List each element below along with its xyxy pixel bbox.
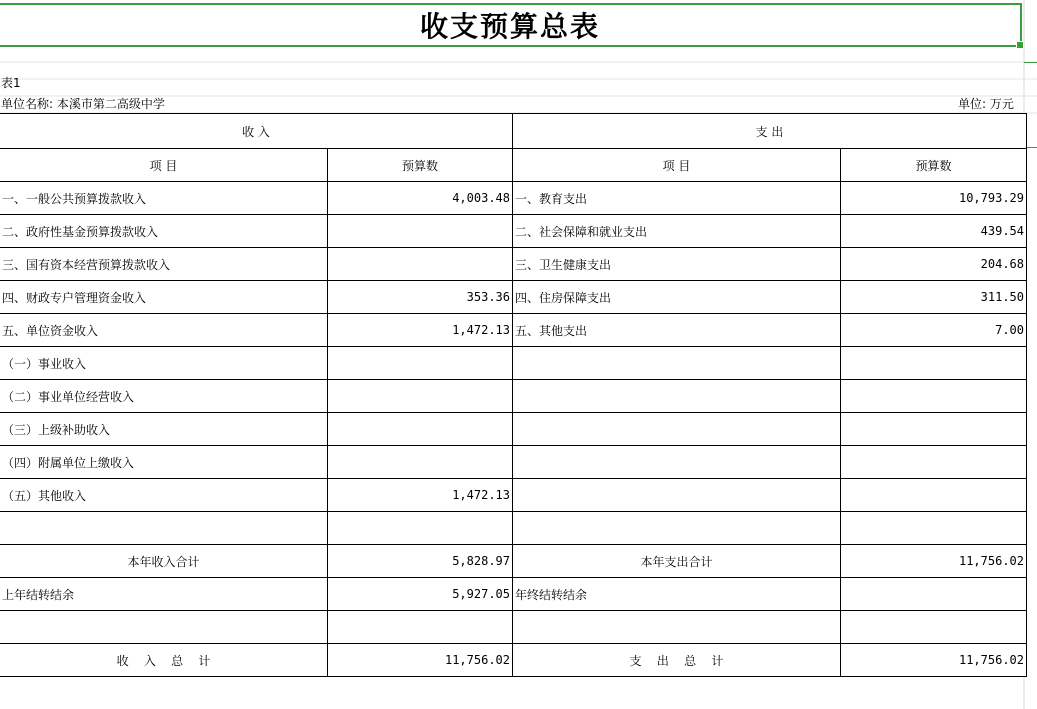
expense-item-cell[interactable]: 三、卫生健康支出	[513, 248, 841, 281]
expense-item-cell[interactable]: 二、社会保障和就业支出	[513, 215, 841, 248]
expense-value-cell[interactable]	[841, 380, 1027, 413]
expense-value-cell[interactable]	[841, 512, 1027, 545]
carryover-in-value[interactable]: 5,927.05	[328, 578, 513, 611]
expense-grand-total-label[interactable]: 支 出 总 计	[513, 644, 841, 677]
carryover-in-label[interactable]: 上年结转结余	[0, 578, 328, 611]
carryover-out-label[interactable]: 年终结转结余	[513, 578, 841, 611]
expense-value-cell[interactable]: 204.68	[841, 248, 1027, 281]
income-value-cell[interactable]	[328, 446, 513, 479]
table-row	[0, 182, 1027, 215]
expense-value-cell[interactable]: 10,793.29	[841, 182, 1027, 215]
income-item-cell[interactable]	[0, 512, 328, 545]
expense-item-cell[interactable]	[513, 347, 841, 380]
income-value-cell[interactable]	[328, 512, 513, 545]
expense-item-cell[interactable]: 一、教育支出	[513, 182, 841, 215]
income-item-cell[interactable]: 三、国有资本经营预算拨款收入	[0, 248, 328, 281]
income-value-cell[interactable]	[328, 215, 513, 248]
income-grand-total-value[interactable]: 11,756.02	[328, 644, 513, 677]
table-row	[0, 644, 1027, 677]
income-value-cell[interactable]	[328, 413, 513, 446]
income-item-cell[interactable]: 二、政府性基金预算拨款收入	[0, 215, 328, 248]
table-subheader-row	[0, 149, 1027, 182]
expense-value-cell[interactable]	[841, 446, 1027, 479]
income-budget-header[interactable]: 预算数	[328, 149, 513, 182]
table-row	[0, 611, 1027, 644]
budget-table	[0, 113, 1027, 677]
expense-item-cell[interactable]	[513, 446, 841, 479]
expense-value-cell[interactable]	[841, 413, 1027, 446]
income-item-cell[interactable]: 一、一般公共预算拨款收入	[0, 182, 328, 215]
expense-item-cell[interactable]	[513, 479, 841, 512]
table-row	[0, 446, 1027, 479]
income-item-cell[interactable]: 五、单位资金收入	[0, 314, 328, 347]
income-header[interactable]: 收 入	[0, 114, 513, 149]
income-value-cell[interactable]: 4,003.48	[328, 182, 513, 215]
expense-year-total-label[interactable]: 本年支出合计	[513, 545, 841, 578]
table-row	[0, 479, 1027, 512]
selection-fill-handle[interactable]	[1016, 41, 1024, 49]
table-row	[0, 347, 1027, 380]
carryover-out-value[interactable]	[841, 578, 1027, 611]
table-row	[0, 314, 1027, 347]
income-item-cell[interactable]: （一）事业收入	[0, 347, 328, 380]
empty-cell[interactable]	[841, 611, 1027, 644]
unit-label: 单位: 万元	[958, 97, 1014, 111]
income-item-cell[interactable]: （二）事业单位经营收入	[0, 380, 328, 413]
income-year-total-label[interactable]: 本年收入合计	[0, 545, 328, 578]
title-cell[interactable]	[0, 3, 1022, 47]
empty-cell[interactable]	[328, 611, 513, 644]
table-row	[0, 380, 1027, 413]
page-title: 收支预算总表	[419, 10, 600, 43]
table-row	[0, 248, 1027, 281]
expense-value-cell[interactable]: 439.54	[841, 215, 1027, 248]
income-value-cell[interactable]	[328, 347, 513, 380]
expense-budget-header[interactable]: 预算数	[841, 149, 1027, 182]
income-item-header[interactable]: 项 目	[0, 149, 328, 182]
income-value-cell[interactable]	[328, 248, 513, 281]
expense-value-cell[interactable]	[841, 347, 1027, 380]
income-item-cell[interactable]: （五）其他收入	[0, 479, 328, 512]
expense-item-cell[interactable]: 五、其他支出	[513, 314, 841, 347]
expense-item-cell[interactable]: 四、住房保障支出	[513, 281, 841, 314]
unit-name: 单位名称: 本溪市第二高级中学	[1, 97, 165, 111]
empty-cell[interactable]	[513, 611, 841, 644]
table-number: 表1	[1, 76, 21, 90]
empty-cell[interactable]	[0, 611, 328, 644]
income-value-cell[interactable]: 1,472.13	[328, 314, 513, 347]
income-value-cell[interactable]: 353.36	[328, 281, 513, 314]
income-item-cell[interactable]: （三）上级补助收入	[0, 413, 328, 446]
table-row	[0, 281, 1027, 314]
expense-value-cell[interactable]: 7.00	[841, 314, 1027, 347]
table-row	[0, 413, 1027, 446]
expense-value-cell[interactable]	[841, 479, 1027, 512]
income-item-cell[interactable]: （四）附属单位上缴收入	[0, 446, 328, 479]
income-value-cell[interactable]: 1,472.13	[328, 479, 513, 512]
table-row	[0, 215, 1027, 248]
expense-header[interactable]: 支 出	[513, 114, 1027, 149]
table-row	[0, 578, 1027, 611]
income-value-cell[interactable]	[328, 380, 513, 413]
expense-grand-total-value[interactable]: 11,756.02	[841, 644, 1027, 677]
income-item-cell[interactable]: 四、财政专户管理资金收入	[0, 281, 328, 314]
table-row	[0, 545, 1027, 578]
table-header-row	[0, 114, 1027, 149]
income-grand-total-label[interactable]: 收 入 总 计	[0, 644, 328, 677]
expense-item-header[interactable]: 项 目	[513, 149, 841, 182]
table-row	[0, 512, 1027, 545]
expense-year-total-value[interactable]: 11,756.02	[841, 545, 1027, 578]
expense-value-cell[interactable]: 311.50	[841, 281, 1027, 314]
income-year-total-value[interactable]: 5,828.97	[328, 545, 513, 578]
expense-item-cell[interactable]	[513, 413, 841, 446]
selection-indicator-line	[1024, 62, 1037, 63]
expense-item-cell[interactable]	[513, 380, 841, 413]
expense-item-cell[interactable]	[513, 512, 841, 545]
